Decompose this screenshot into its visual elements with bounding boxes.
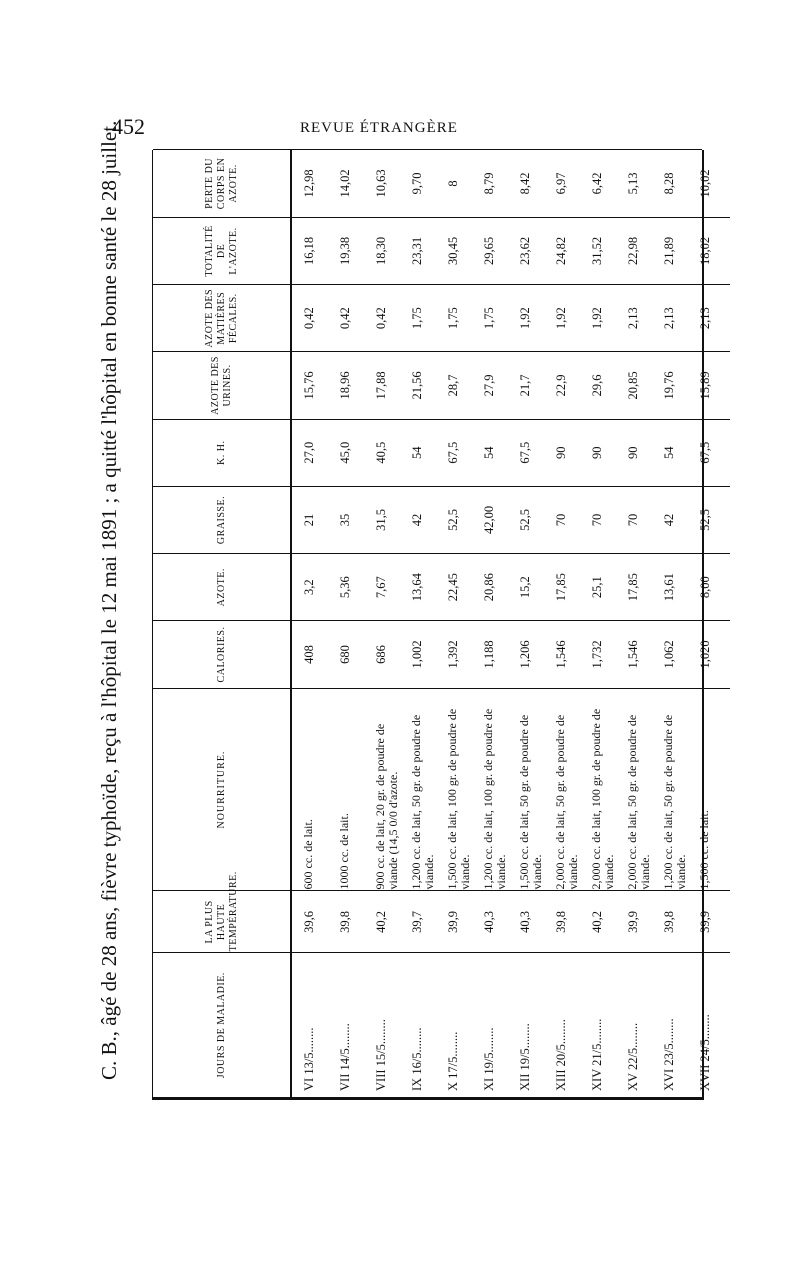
cell-kh: 27,0 <box>291 419 334 486</box>
cell-kh: 90 <box>550 419 586 486</box>
cell-graisse: 70 <box>622 486 658 553</box>
cell-perte-azote: 10,02 <box>698 169 712 198</box>
cell-azote-urines: 22,9 <box>550 352 586 419</box>
cell-kh: 90 <box>586 419 622 486</box>
cell-graisse: 42 <box>406 486 442 553</box>
cell-nourriture: 1,500 cc. de lait. <box>694 688 730 891</box>
cell-azote: 15,2 <box>514 554 550 621</box>
cell-azote-urines: 27,9 <box>478 352 514 419</box>
cell-temperature: 39,9 <box>694 891 730 953</box>
cell-azote-urines: 28,7 <box>442 352 478 419</box>
cell-azote-matieres: 0,42 <box>334 285 370 352</box>
table-header-row <box>153 150 291 1097</box>
cell-total-azote: 29,65 <box>478 217 514 284</box>
cell-azote: 22,45 <box>442 554 478 621</box>
cell-jour: XII 19/5........ <box>514 953 550 1097</box>
cell-azote-matieres: 1,75 <box>406 285 442 352</box>
cell-calories: 1,002 <box>406 621 442 688</box>
cell-azote-urines: 18,96 <box>334 352 370 419</box>
cell-perte-azote: 6,42 <box>590 172 604 195</box>
cell-calories: 1,020 <box>694 621 730 688</box>
cell-azote-matieres: 2,13 <box>622 285 658 352</box>
cell-kh: 54 <box>406 419 442 486</box>
col-header-total-azote: TOTALITÉ DE L'AZOTE. <box>153 217 291 284</box>
cell-azote-matieres: 1,75 <box>478 285 514 352</box>
rotated-table-block <box>90 0 710 1100</box>
cell-graisse: 42 <box>658 486 694 553</box>
cell-jour: XVI 23/5........ <box>658 953 694 1097</box>
cell-azote-matieres: 2,13 <box>658 285 694 352</box>
cell-jour: VII 14/5........ <box>334 953 370 1097</box>
running-head: REVUE ÉTRANGÈRE <box>300 120 458 136</box>
table-row <box>586 150 622 1097</box>
cell-graisse: 52,5 <box>694 486 730 553</box>
cell-total-azote: 19,38 <box>334 217 370 284</box>
cell-kh: 45,0 <box>334 419 370 486</box>
cell-temperature: 39,9 <box>442 891 478 953</box>
cell-temperature: 39,6 <box>291 891 334 953</box>
cell-nourriture: 2,000 cc. de lait, 50 gr. de poudre de viande. <box>550 688 586 891</box>
table-row <box>622 150 658 1097</box>
cell-perte-azote: 8,79 <box>482 172 496 195</box>
cell-temperature: 40,2 <box>586 891 622 953</box>
cell-nourriture: 1000 cc. de lait. <box>334 688 370 891</box>
col-header-jours: JOURS DE MALADIE. <box>153 953 291 1097</box>
cell-perte-azote: 8 <box>446 180 460 187</box>
cell-azote-urines: 15,89 <box>694 352 730 419</box>
cell-kh: 67,5 <box>442 419 478 486</box>
cell-azote-urines: 21,56 <box>406 352 442 419</box>
table-caption: C. B., âgé de 28 ans, fièvre typhoïde, reçu à l'hôpital le 12 mai 1891 ; a quitté l'hôpital en bonne santé le 28 juillet. <box>97 120 121 1080</box>
cell-total-azote: 23,31 <box>406 217 442 284</box>
table-row <box>370 150 406 1097</box>
table-row <box>550 150 586 1097</box>
cell-total-azote: 30,45 <box>442 217 478 284</box>
cell-nourriture: 1,200 cc. de lait, 50 gr. de poudre de viande. <box>406 688 442 891</box>
cell-perte-azote: 14,02 <box>338 169 352 198</box>
cell-perte-azote: 10,63 <box>374 169 388 198</box>
cell-azote: 13,64 <box>406 554 442 621</box>
table-row <box>478 150 514 1097</box>
cell-azote-matieres: 2,13 <box>694 285 730 352</box>
col-header-azote-urines: AZOTE DES URINES. <box>153 352 291 419</box>
cell-azote: 13,61 <box>658 554 694 621</box>
cell-calories: 680 <box>334 621 370 688</box>
cell-total-azote: 23,62 <box>514 217 550 284</box>
col-header-perte-azote: PERTE DU CORPS EN AZOTE. <box>153 150 291 217</box>
cell-perte-azote: 8,28 <box>662 172 676 195</box>
cell-azote-matieres: 1,92 <box>586 285 622 352</box>
cell-calories: 1,546 <box>550 621 586 688</box>
cell-perte-azote: 9,70 <box>410 172 424 195</box>
col-header-nourriture: NOURRITURE. <box>153 688 291 891</box>
cell-total-azote: 24,82 <box>550 217 586 284</box>
cell-graisse: 52,5 <box>514 486 550 553</box>
col-header-azote-matieres: AZOTE DES MATIÈRES FÉCALES. <box>153 285 291 352</box>
cell-jour: XI 19/5........ <box>478 953 514 1097</box>
col-header-graisse: GRAISSE. <box>153 486 291 553</box>
cell-calories: 408 <box>291 621 334 688</box>
cell-kh: 67,5 <box>514 419 550 486</box>
cell-calories: 1,206 <box>514 621 550 688</box>
cell-temperature: 39,8 <box>550 891 586 953</box>
cell-jour: XIV 21/5........ <box>586 953 622 1097</box>
cell-kh: 54 <box>478 419 514 486</box>
cell-calories: 1,062 <box>658 621 694 688</box>
cell-graisse: 21 <box>291 486 334 553</box>
cell-graisse: 70 <box>550 486 586 553</box>
col-header-calories: CALORIES. <box>153 621 291 688</box>
cell-calories: 686 <box>370 621 406 688</box>
table-row <box>442 150 478 1097</box>
cell-jour: XV 22/5........ <box>622 953 658 1097</box>
col-header-temperature: LA PLUS HAUTE TEMPÉRATURE. <box>153 891 291 953</box>
table-row <box>334 150 370 1097</box>
cell-azote: 17,85 <box>622 554 658 621</box>
cell-total-azote: 22,98 <box>622 217 658 284</box>
cell-calories: 1,188 <box>478 621 514 688</box>
cell-perte-azote: 5,13 <box>626 172 640 195</box>
table-row <box>406 150 442 1097</box>
cell-azote-urines: 20,85 <box>622 352 658 419</box>
cell-perte-azote: 8,42 <box>518 172 532 195</box>
cell-graisse: 70 <box>586 486 622 553</box>
cell-temperature: 39,9 <box>622 891 658 953</box>
cell-temperature: 40,2 <box>370 891 406 953</box>
cell-kh: 54 <box>658 419 694 486</box>
cell-azote-urines: 15,76 <box>291 352 334 419</box>
col-header-kh: K. H. <box>153 419 291 486</box>
cell-calories: 1,732 <box>586 621 622 688</box>
cell-temperature: 39,8 <box>334 891 370 953</box>
cell-jour: IX 16/5........ <box>406 953 442 1097</box>
cell-perte-azote: 12,98 <box>302 169 316 198</box>
cell-jour: XVII 24/5........ <box>694 953 730 1097</box>
cell-nourriture: 1,500 cc. de lait, 50 gr. de poudre de viande. <box>514 688 550 891</box>
cell-total-azote: 18,30 <box>370 217 406 284</box>
cell-jour: VI 13/5........ <box>291 953 334 1097</box>
cell-azote-urines: 19,76 <box>658 352 694 419</box>
cell-jour: X 17/5........ <box>442 953 478 1097</box>
cell-azote: 5,36 <box>334 554 370 621</box>
cell-azote: 7,67 <box>370 554 406 621</box>
nutrition-table <box>153 150 730 1097</box>
table-row <box>658 150 694 1097</box>
cell-calories: 1,392 <box>442 621 478 688</box>
cell-azote-urines: 17,88 <box>370 352 406 419</box>
table-row <box>694 150 730 1097</box>
cell-azote-matieres: 1,92 <box>514 285 550 352</box>
cell-total-azote: 18,02 <box>694 217 730 284</box>
cell-graisse: 42,00 <box>478 486 514 553</box>
cell-temperature: 40,3 <box>514 891 550 953</box>
cell-graisse: 35 <box>334 486 370 553</box>
table-row <box>514 150 550 1097</box>
cell-kh: 67,5 <box>694 419 730 486</box>
cell-nourriture: 1,500 cc. de lait, 100 gr. de poudre de viande. <box>442 688 478 891</box>
cell-nourriture: 2,000 cc. de lait, 50 gr. de poudre de viande. <box>622 688 658 891</box>
cell-total-azote: 21,89 <box>658 217 694 284</box>
cell-azote-urines: 29,6 <box>586 352 622 419</box>
cell-azote: 3,2 <box>291 554 334 621</box>
cell-azote-matieres: 0,42 <box>291 285 334 352</box>
cell-temperature: 39,7 <box>406 891 442 953</box>
table-row <box>291 150 334 1097</box>
cell-nourriture: 600 cc. de lait. <box>291 688 334 891</box>
cell-temperature: 40,3 <box>478 891 514 953</box>
cell-azote: 17,85 <box>550 554 586 621</box>
cell-temperature: 39,8 <box>658 891 694 953</box>
cell-azote-urines: 21,7 <box>514 352 550 419</box>
cell-kh: 40,5 <box>370 419 406 486</box>
cell-azote-matieres: 1,92 <box>550 285 586 352</box>
cell-nourriture: 1,200 cc. de lait, 100 gr. de poudre de viande. <box>478 688 514 891</box>
col-header-azote: AZOTE. <box>153 554 291 621</box>
page-number: 452 <box>112 114 145 139</box>
cell-azote: 20,86 <box>478 554 514 621</box>
cell-nourriture: 2,000 cc. de lait, 100 gr. de poudre de viande. <box>586 688 622 891</box>
cell-azote: 8,00 <box>694 554 730 621</box>
cell-jour: XIII 20/5........ <box>550 953 586 1097</box>
cell-graisse: 31,5 <box>370 486 406 553</box>
cell-jour: VIII 15/5........ <box>370 953 406 1097</box>
cell-graisse: 52,5 <box>442 486 478 553</box>
cell-total-azote: 31,52 <box>586 217 622 284</box>
cell-azote: 25,1 <box>586 554 622 621</box>
table-frame <box>152 150 712 1100</box>
cell-calories: 1,546 <box>622 621 658 688</box>
cell-perte-azote: 6,97 <box>554 172 568 195</box>
cell-azote-matieres: 1,75 <box>442 285 478 352</box>
cell-nourriture: 900 cc. de lait, 20 gr. de poudre de viande (14,5 0/0 d'azote. <box>370 688 406 891</box>
cell-kh: 90 <box>622 419 658 486</box>
cell-total-azote: 16,18 <box>291 217 334 284</box>
cell-nourriture: 1,200 cc. de lait, 50 gr. de poudre de viande. <box>658 688 694 891</box>
cell-azote-matieres: 0,42 <box>370 285 406 352</box>
